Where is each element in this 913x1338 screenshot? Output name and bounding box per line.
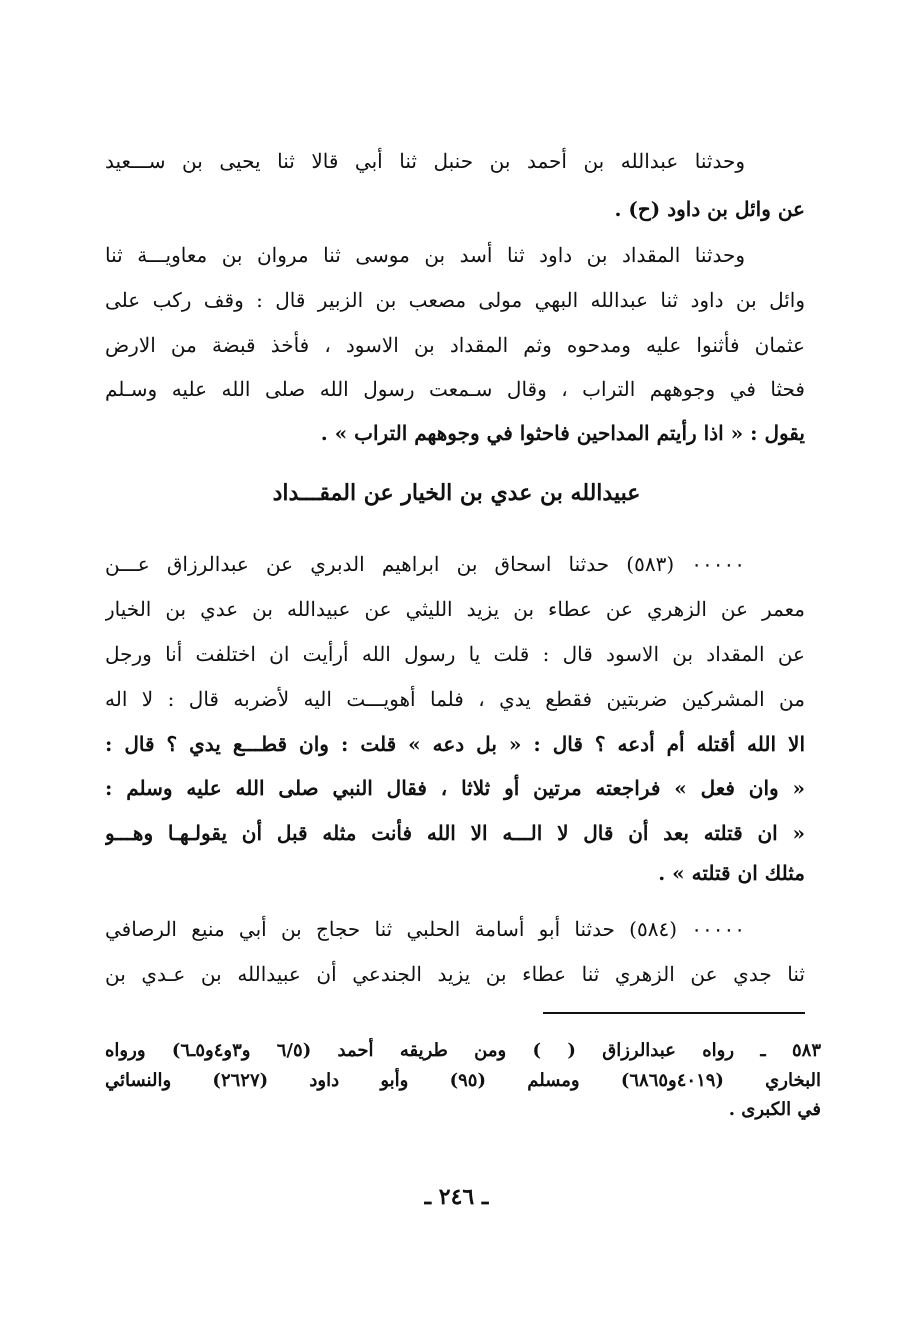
footnote-separator xyxy=(543,1012,805,1014)
text-line: الا الله أقتله أم أدعه ؟ قال : « بل دعه » قلت : وان قطـــع يدي ؟ قال : xyxy=(105,732,805,756)
text-line: من المشركين ضربتين فقطع يدي ، فلما أهويـــت اليه لأضربه قال : لا اله xyxy=(105,687,805,711)
text-line: وحدثنا المقداد بن داود ثنا أسد بن موسى ثنا مروان بن معاويـــة ثنا xyxy=(105,243,745,267)
text-line: ٠٠٠٠٠ (٥٨٣) حدثنا اسحاق بن ابراهيم الدبري عن عبدالرزاق عـــن xyxy=(105,552,745,576)
footnote-line: ٥٨٣ ـ رواه عبدالرزاق ( ) ومن طريقه أحمد (٦/٥ و٣و٤و٥ـ٦) ورواه xyxy=(105,1040,821,1061)
footnote-line: البخاري (٤٠١٩و٦٨٦٥) ومسلم (٩٥) وأبو داود (٢٦٢٧) والنسائي xyxy=(105,1070,821,1091)
text-line: مثلك ان قتلته » . xyxy=(658,861,805,885)
text-line: عن وائل بن داود (ح) . xyxy=(614,197,805,221)
text-line: معمر عن الزهري عن عطاء بن يزيد الليثي عن عبيدالله بن عدي بن الخيار xyxy=(105,597,805,621)
text-line: عن المقداد بن الاسود قال : قلت يا رسول الله أرأيت ان اختلفت أنا ورجل xyxy=(105,642,805,666)
page-number: ـ ٢٤٦ ـ xyxy=(424,1184,489,1210)
text-line: ثنا جدي عن الزهري ثنا عطاء بن يزيد الجندعي أن عبيدالله بن عـدي بن xyxy=(105,962,805,986)
footnote-line: في الكبرى . xyxy=(728,1099,821,1120)
text-line: وائل بن داود ثنا عبدالله البهي مولى مصعب بن الزبير قال : وقف ركب على xyxy=(105,288,805,312)
text-line: فحثا في وجوههم التراب ، وقال سـمعت رسول الله صلى الله عليه وسـلم xyxy=(105,377,805,401)
section-heading: عبيدالله بن عدي بن الخيار عن المقـــداد xyxy=(272,480,641,506)
text-line: « ان قتلته بعد أن قال لا الـــه الا الله فأنت مثله قبل أن يقولـهـا وهـــو xyxy=(105,821,805,845)
text-line: « وان فعل » فراجعته مرتين أو ثلاثا ، فقال النبي صلى الله عليه وسلم : xyxy=(105,776,805,800)
text-line: عثمان فأثنوا عليه ومدحوه وثم المقداد بن الاسود ، فأخذ قبضة من الارض xyxy=(105,333,805,357)
text-line: وحدثنا عبدالله بن أحمد بن حنبل ثنا أبي قالا ثنا يحيى بن ســـعيد xyxy=(105,149,745,173)
text-line: يقول : « اذا رأيتم المداحين فاحثوا في وجوههم التراب » . xyxy=(320,421,805,445)
text-line: ٠٠٠٠٠ (٥٨٤) حدثنا أبو أسامة الحلبي ثنا حجاج بن أبي منيع الرصافي xyxy=(105,917,745,941)
